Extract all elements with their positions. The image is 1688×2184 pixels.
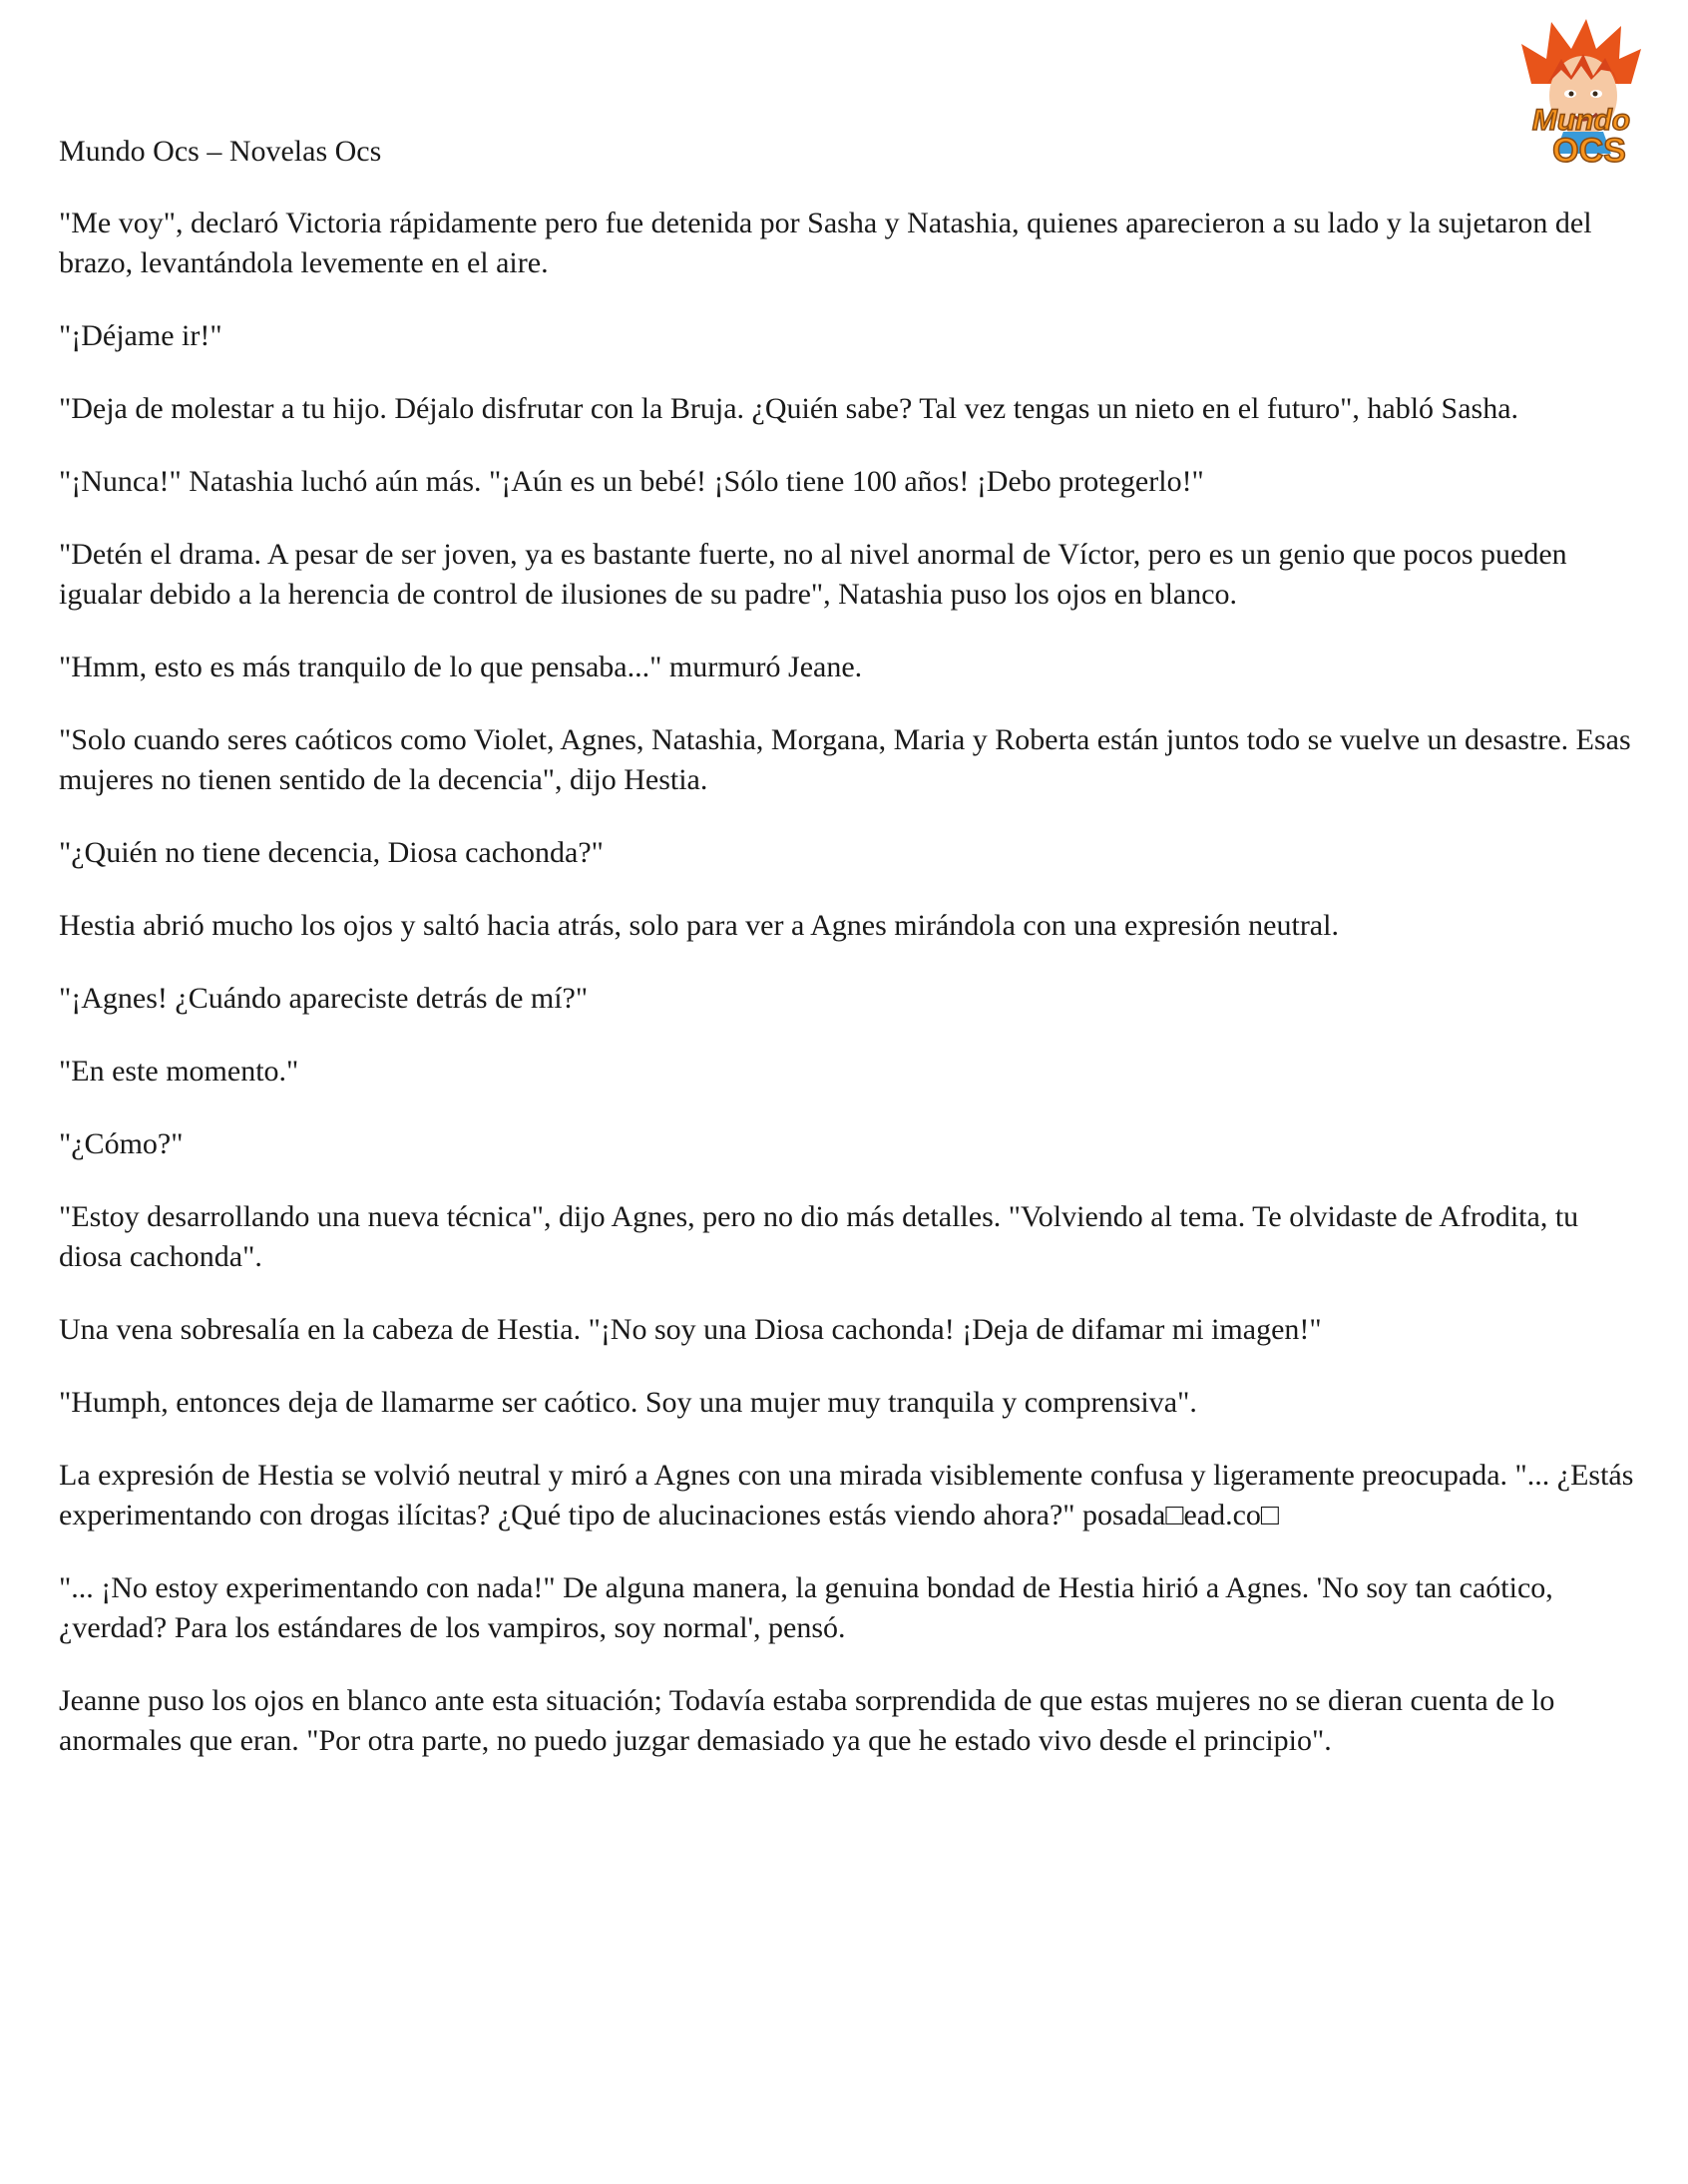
- paragraph: "Hmm, esto es más tranquilo de lo que pensaba..." murmuró Jeane.: [59, 651, 863, 683]
- paragraph: "¡Déjame ir!": [59, 319, 222, 352]
- paragraph: "En este momento.": [59, 1055, 299, 1088]
- paragraph: Jeanne puso los ojos en blanco ante esta situación; Todavía estaba sorprendida de que estas mujeres no se dieran cuenta de lo anormales que eran. "Por otra parte, no puedo juzgar demasiado ya que he estado vivo desde el principio".: [59, 1684, 1555, 1757]
- mundo-ocs-logo-icon: [1501, 14, 1661, 174]
- paragraph: "Humph, entonces deja de llamarme ser caótico. Soy una mujer muy tranquila y comprensiva".: [59, 1386, 1197, 1419]
- paragraph: "¿Cómo?": [59, 1127, 184, 1160]
- paragraph: "Me voy", declaró Victoria rápidamente pero fue detenida por Sasha y Natashia, quienes aparecieron a su lado y la sujetaron del brazo, levantándola levemente en el aire.: [59, 207, 1592, 279]
- paragraph: "... ¡No estoy experimentando con nada!" De alguna manera, la genuina bondad de Hestia hirió a Agnes. 'No soy tan caótico, ¿verdad? Para los estándares de los vampiros, soy normal', pensó.: [59, 1571, 1553, 1644]
- paragraph: La expresión de Hestia se volvió neutral y miró a Agnes con una mirada visiblemente confusa y ligeramente preocupada. "... ¿Estás experimentando con drogas ilícitas? ¿Qué tipo de alucinaciones estás viendo ahora?" posada□ead.co□: [59, 1459, 1634, 1531]
- paragraph: "¡Nunca!" Natashia luchó aún más. "¡Aún es un bebé! ¡Sólo tiene 100 años! ¡Debo protegerlo!": [59, 465, 1204, 498]
- paragraph: Hestia abrió mucho los ojos y saltó hacia atrás, solo para ver a Agnes mirándola con una expresión neutral.: [59, 909, 1339, 942]
- page-header: Mundo Ocs – Novelas Ocs: [59, 135, 382, 168]
- paragraph: "Estoy desarrollando una nueva técnica", dijo Agnes, pero no dio más detalles. "Volviendo al tema. Te olvidaste de Afrodita, tu diosa cachonda".: [59, 1200, 1579, 1273]
- svg-text:Mundo: Mundo: [1531, 104, 1631, 137]
- paragraph: "¿Quién no tiene decencia, Diosa cachonda?": [59, 836, 604, 869]
- body-text: [59, 204, 1645, 1794]
- paragraph: "Detén el drama. A pesar de ser joven, ya es bastante fuerte, no al nivel anormal de Víctor, pero es un genio que pocos pueden igualar debido a la herencia de control de ilusiones de su padre", Natashia puso los ojos en blanco.: [59, 538, 1567, 611]
- svg-text:OCS: OCS: [1552, 132, 1626, 170]
- paragraph: Una vena sobresalía en la cabeza de Hestia. "¡No soy una Diosa cachonda! ¡Deja de difamar mi imagen!": [59, 1313, 1322, 1346]
- paragraph: "¡Agnes! ¿Cuándo apareciste detrás de mí?": [59, 982, 589, 1015]
- paragraph: "Solo cuando seres caóticos como Violet, Agnes, Natashia, Morgana, Maria y Roberta están juntos todo se vuelve un desastre. Esas mujeres no tienen sentido de la decencia", dijo Hestia.: [59, 723, 1631, 796]
- paragraph: "Deja de molestar a tu hijo. Déjalo disfrutar con la Bruja. ¿Quién sabe? Tal vez tengas un nieto en el futuro", habló Sasha.: [59, 392, 1519, 425]
